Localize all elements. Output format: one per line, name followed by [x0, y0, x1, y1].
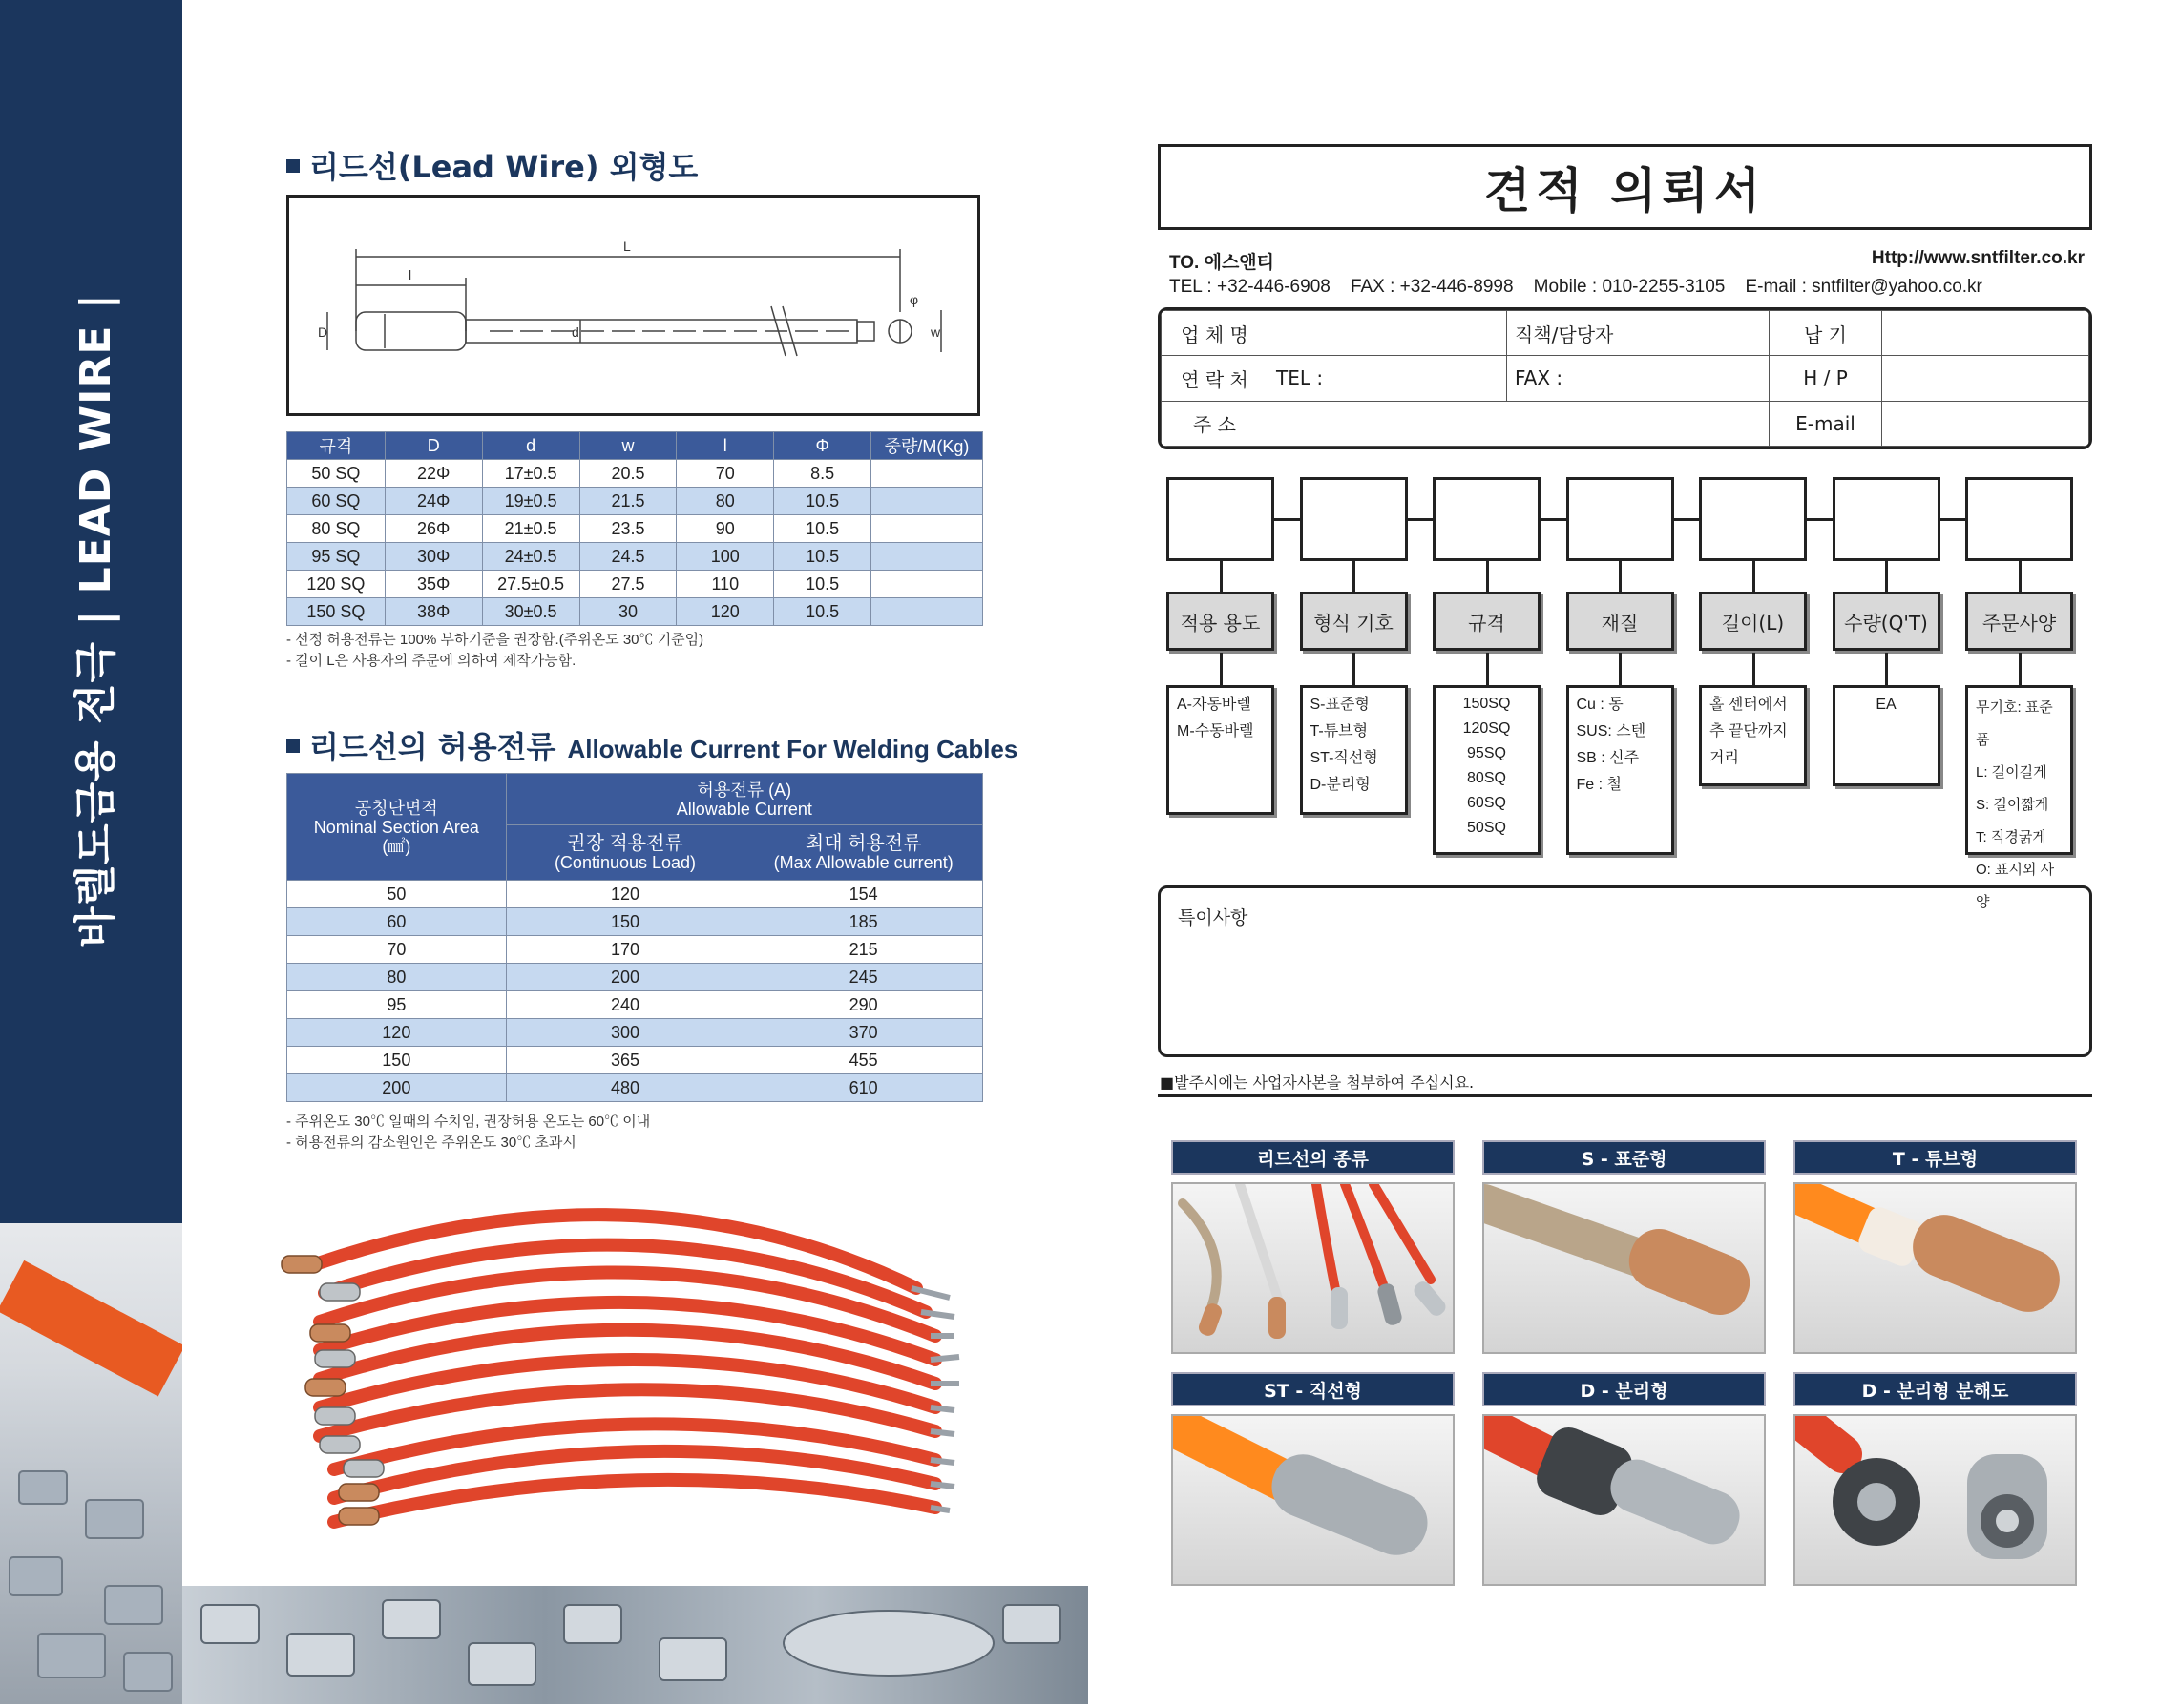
thumb-separable: D - 분리형: [1482, 1372, 1766, 1586]
order-code-description: [1300, 685, 1408, 815]
bullet-square-icon: [286, 739, 300, 753]
table-row: 120 SQ 35Φ 27.5±0.5 27.5 110 10.5: [287, 571, 983, 598]
straight-type-photo: [1173, 1416, 1453, 1584]
order-code-input-box[interactable]: [1965, 477, 2073, 561]
order-code-description: [1566, 685, 1674, 855]
company-url[interactable]: Http://www.sntfilter.co.kr: [1871, 248, 2085, 268]
order-code-input-box[interactable]: [1699, 477, 1807, 561]
current-notes: - 주위온도 30℃ 일때의 수치임, 권장허용 온도는 60℃ 이내 - 허용전류의 감소원인은 주위온도 30℃ 초과시: [286, 1114, 651, 1151]
thumb-separable-exploded: D - 분리형 분해도: [1793, 1372, 2077, 1586]
connector-line: [1885, 561, 1888, 592]
dim-label-w: w: [931, 324, 941, 340]
separable-exploded-photo: [1795, 1416, 2075, 1584]
special-notes-box[interactable]: [1158, 885, 2092, 1057]
order-code-option: O: 표시외 사양: [1976, 862, 2055, 910]
address-field[interactable]: [1268, 401, 1770, 446]
connector-line: [1486, 653, 1489, 685]
quote-recipient: TO. 에스앤티: [1169, 253, 1275, 273]
order-code-input-box[interactable]: [1566, 477, 1674, 561]
order-code-input-box[interactable]: [1166, 477, 1274, 561]
field-label-hp: H / P: [1770, 356, 1882, 401]
order-code-option: EA: [1876, 697, 1897, 713]
tel-field[interactable]: TEL :: [1268, 356, 1507, 401]
order-code-option: 95SQ: [1467, 745, 1506, 761]
sidebar-label-wrap: [38, 293, 144, 948]
connector-line: [1352, 653, 1355, 685]
order-code-option: S: 길이짧게: [1976, 797, 2049, 813]
order-code-option: D-분리형: [1310, 777, 1371, 793]
connector-line: [1274, 518, 1300, 521]
order-code-option: L: 길이길게: [1976, 764, 2047, 781]
connector-line: [1940, 518, 1966, 521]
table-row: 150 SQ 38Φ 30±0.5 30 120 10.5: [287, 598, 983, 626]
order-code-input-box[interactable]: [1433, 477, 1541, 561]
order-code-option: 추 끝단까지: [1709, 723, 1788, 739]
order-code-option: 홀 센터에서: [1709, 697, 1788, 713]
field-label-address: 주 소: [1162, 401, 1268, 446]
parts-strip-photo: [182, 1586, 1088, 1704]
quote-title: 견적 의뢰서: [1158, 144, 2092, 230]
connector-line: [1352, 561, 1355, 592]
table-row: 95 SQ 30Φ 24±0.5 24.5 100 10.5: [287, 543, 983, 571]
bullet-square-icon: [286, 159, 300, 173]
connector-line: [1674, 518, 1700, 521]
connector-line: [1220, 653, 1223, 685]
order-code-option: 무기호: 표준품: [1976, 699, 2053, 748]
order-code-description: [1833, 685, 1940, 786]
separable-type-photo: [1484, 1416, 1764, 1584]
current-table: [286, 773, 983, 1102]
field-label-email: E-mail: [1770, 401, 1882, 446]
table-row: 200 480 610: [287, 1074, 983, 1102]
table-row: 120 300 370: [287, 1019, 983, 1047]
order-code-label: 재질: [1566, 592, 1674, 651]
order-code-description: [1965, 685, 2073, 910]
connector-line: [1486, 561, 1489, 592]
order-code-option: M-수동바렐: [1177, 723, 1254, 739]
field-label-delivery: 납 기: [1770, 311, 1882, 356]
table-row: 80 200 245: [287, 964, 983, 991]
dim-label-L: L: [623, 239, 631, 254]
standard-type-photo: [1484, 1184, 1764, 1352]
order-code-option: 150SQ: [1462, 696, 1511, 712]
company-contact: TEL : +32-446-6908 FAX : +32-446-8998 Mobile : 010-2255-3105 E-mail : sntfilter@yahoo.co.kr: [1169, 277, 1982, 297]
dim-label-D: D: [318, 324, 328, 340]
connector-line: [1619, 653, 1622, 685]
spec-notes: - 선정 허용전류는 100% 부하기준을 권장함.(주위온도 30℃ 기준임) - 길이 L은 사용자의 주문에 의하여 제작가능함.: [286, 632, 704, 669]
order-code-label: 길이(L): [1699, 592, 1807, 651]
dim-label-d: d: [572, 324, 579, 340]
field-label-contact: 연 락 처: [1162, 356, 1268, 401]
field-label-position: 직책/담당자: [1507, 311, 1770, 356]
connector-line: [1752, 653, 1755, 685]
connector-line: [1807, 518, 1833, 521]
quote-form-grid: [1158, 307, 2092, 449]
order-code-label: 주문사양: [1965, 592, 2073, 651]
sidebar-photo-parts: [0, 1223, 182, 1704]
table-row: 150 365 455: [287, 1047, 983, 1074]
hp-field[interactable]: [1882, 356, 2089, 401]
order-code-label: 적용 용도: [1166, 592, 1274, 651]
lead-wire-drawing: [286, 195, 980, 416]
parts-photo-graphic: [0, 1223, 182, 1704]
order-code-option: ST-직선형: [1310, 750, 1378, 766]
order-code-option: S-표준형: [1310, 697, 1370, 713]
order-code-option: T-튜브형: [1310, 723, 1369, 739]
table-row: 50 SQ 22Φ 17±0.5 20.5 70 8.5: [287, 460, 983, 488]
spec-table: [286, 431, 983, 626]
order-code-option: A-자동바렐: [1177, 697, 1251, 713]
order-code-option: SUS: 스텐: [1576, 723, 1646, 739]
thumb-tube: T - 튜브형: [1793, 1140, 2077, 1354]
connector-line: [1541, 518, 1566, 521]
special-notes-label: 특이사항: [1178, 907, 1248, 928]
order-code-label: 규격: [1433, 592, 1541, 651]
order-code-description: [1433, 685, 1541, 855]
order-code-option: T: 직경굵게: [1976, 829, 2046, 845]
connector-line: [1619, 561, 1622, 592]
divider: [1158, 1094, 2092, 1097]
parts-strip-graphic: [182, 1586, 1088, 1704]
lead-types-photo: [1173, 1184, 1453, 1352]
thumb-standard: S - 표준형: [1482, 1140, 1766, 1354]
email-field[interactable]: [1882, 401, 2089, 446]
dim-label-phi: φ: [910, 292, 919, 307]
connector-line: [1408, 518, 1434, 521]
order-code-diagram: [1166, 477, 2083, 910]
spec-header-row: 규격 D d w l Φ 중량/M(Kg): [287, 432, 983, 460]
section-title-outline: 리드선(Lead Wire) 외형도: [286, 143, 698, 187]
connector-line: [1885, 653, 1888, 685]
order-code-option: 50SQ: [1467, 820, 1506, 836]
thumb-straight: ST - 직선형: [1171, 1372, 1455, 1586]
thumb-lead-types: 리드선의 종류: [1171, 1140, 1455, 1354]
delivery-field[interactable]: [1882, 311, 2089, 356]
lead-wire-photo: [277, 1174, 1012, 1574]
wire-bundle-graphic: [277, 1174, 1012, 1574]
order-code-option: 60SQ: [1467, 795, 1506, 811]
order-code-option: 거리: [1709, 750, 1739, 766]
table-row: 80 SQ 26Φ 21±0.5 23.5 90 10.5: [287, 515, 983, 543]
order-code-label: 형식 기호: [1300, 592, 1408, 651]
table-row: 60 150 185: [287, 908, 983, 936]
connector-line: [1752, 561, 1755, 592]
connector-line: [1220, 561, 1223, 592]
fax-field[interactable]: FAX :: [1507, 356, 1770, 401]
table-row: 60 SQ 24Φ 19±0.5 21.5 80 10.5: [287, 488, 983, 515]
current-header-row-2: 권장 적용전류 (Continuous Load) 최대 허용전류 (Max Allowable current): [287, 825, 983, 881]
order-code-input-box[interactable]: [1833, 477, 1940, 561]
connector-line: [2019, 561, 2022, 592]
order-footnote: ■발주시에는 사업자사본을 첨부하여 주십시요.: [1160, 1073, 1475, 1092]
field-label-company: 업 체 명: [1162, 311, 1268, 356]
company-field[interactable]: [1268, 311, 1507, 356]
order-code-description: [1166, 685, 1274, 815]
order-code-option: 80SQ: [1467, 770, 1506, 786]
sidebar-label: 바렐도금용 전극 | LEAD WIRE |: [71, 293, 120, 948]
table-row: 95 240 290: [287, 991, 983, 1019]
table-row: 50 120 154: [287, 881, 983, 908]
order-code-option: 120SQ: [1462, 720, 1511, 737]
order-code-description: [1699, 685, 1807, 786]
order-code-label: 수량(Q'T): [1833, 592, 1940, 651]
section-title-current: 리드선의 허용전류 Allowable Current For Welding Cables: [286, 723, 1017, 767]
lead-wire-schematic: [289, 198, 977, 413]
tube-type-photo: [1795, 1184, 2075, 1352]
current-header-row-1: 공칭단면적 Nominal Section Area (㎟) 허용전류 (A) Allowable Current: [287, 774, 983, 825]
dim-label-l: l: [409, 267, 412, 282]
order-code-option: SB : 신주: [1576, 750, 1640, 766]
table-row: 70 170 215: [287, 936, 983, 964]
order-code-option: Cu : 동: [1576, 697, 1624, 713]
connector-line: [2019, 653, 2022, 685]
order-code-option: Fe : 철: [1576, 777, 1622, 793]
order-code-input-box[interactable]: [1300, 477, 1408, 561]
